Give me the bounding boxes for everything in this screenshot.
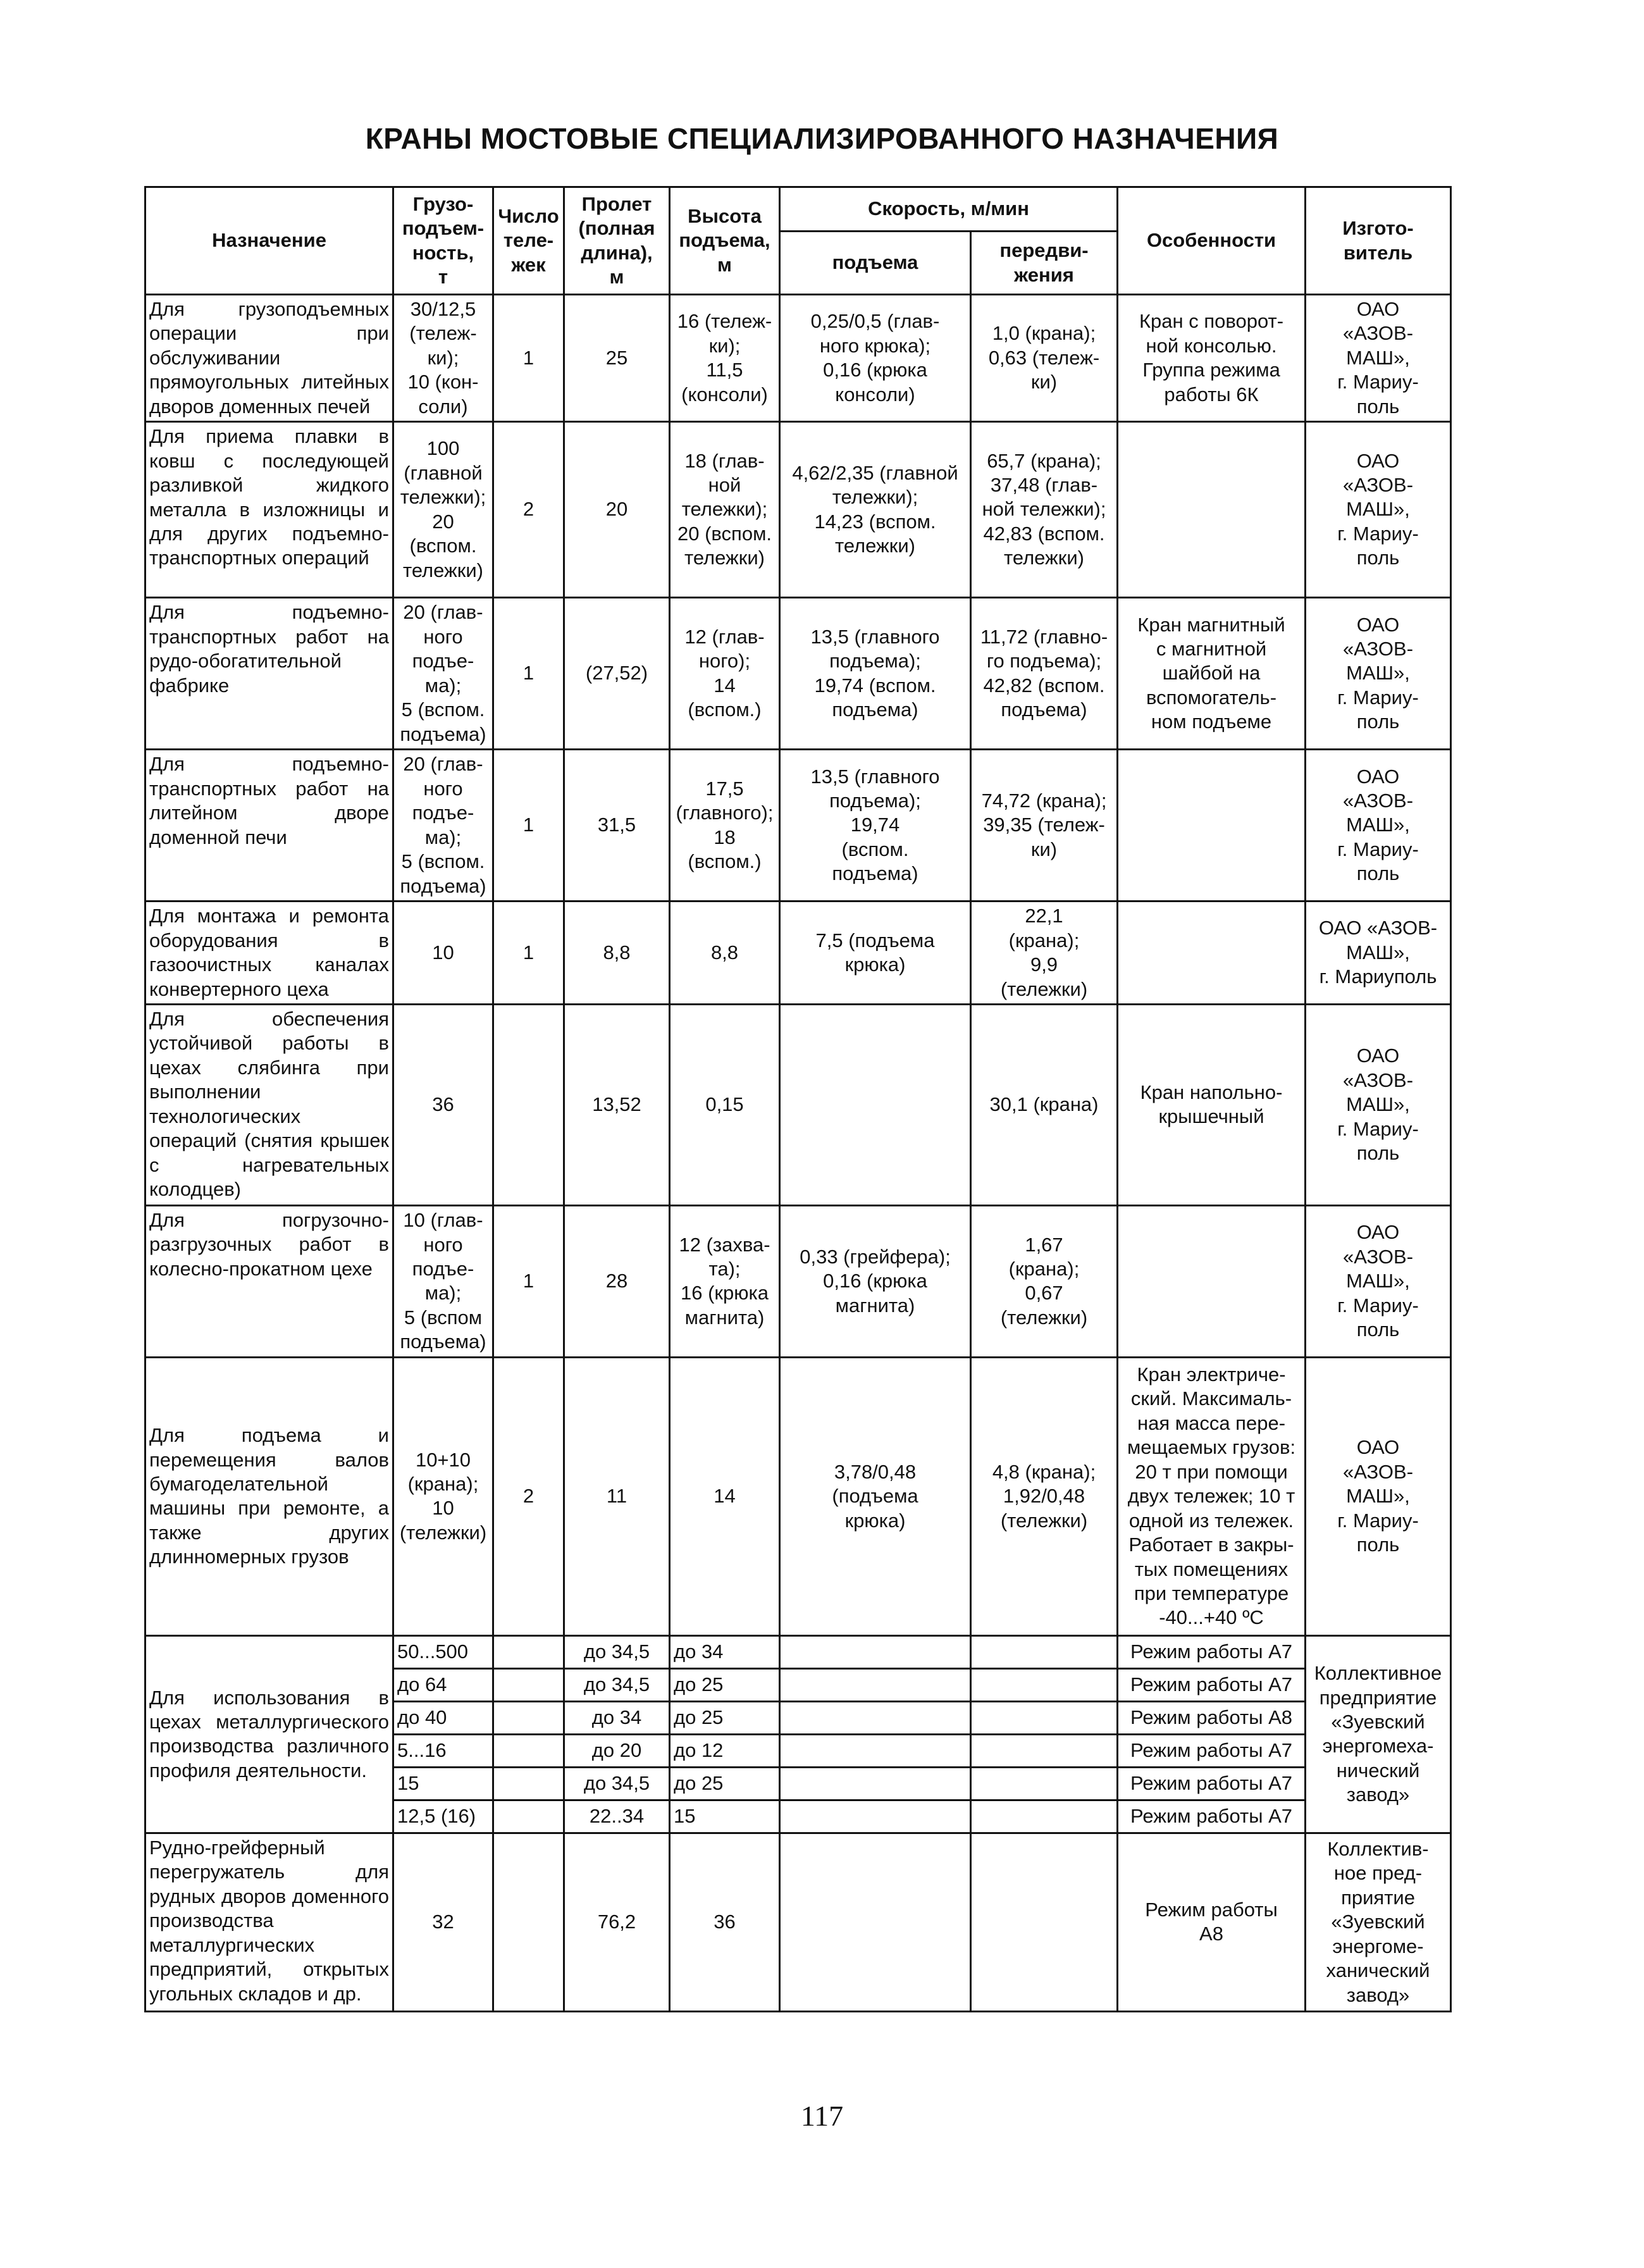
header-speed: Скорость, м/мин xyxy=(780,187,1118,232)
header-purpose: Назначение xyxy=(145,187,393,295)
cell-speed-travel: 30,1 (крана) xyxy=(971,1004,1118,1205)
cell-features: Режим работы А7 xyxy=(1118,1734,1306,1767)
cell-features xyxy=(1118,902,1306,1005)
cell-height: 15 xyxy=(670,1800,780,1833)
cell-purpose: Для использования в цехах металлургического производства различного профиля деятельности. xyxy=(145,1635,393,1833)
cell-speed-lift xyxy=(780,1635,971,1668)
page-title: КРАНЫ МОСТОВЫЕ СПЕЦИАЛИЗИРОВАННОГО НАЗНАЧЕНИЯ xyxy=(365,122,1279,155)
cell-maker: ОАО «АЗОВ- МАШ», г. Мариу- поль xyxy=(1306,1205,1451,1357)
cell-trolleys: 1 xyxy=(493,750,564,902)
cell-trolleys xyxy=(493,1004,564,1205)
cell-features xyxy=(1118,750,1306,902)
cell-capacity: до 40 xyxy=(393,1701,493,1734)
cell-features: Режим работы А8 xyxy=(1118,1701,1306,1734)
cell-purpose: Для грузоподъемных операции при обслуживании прямоугольных литейных дворов доменных печей xyxy=(145,295,393,422)
cell-capacity: до 64 xyxy=(393,1668,493,1701)
header-speed-lift: подъема xyxy=(780,232,971,295)
cell-capacity: 32 xyxy=(393,1833,493,2011)
cell-features xyxy=(1118,422,1306,598)
cell-purpose: Для обеспечения устойчивой работы в цехах слябинга при выполнении технологических операций (снятия крышек с нагревательных колодцев) xyxy=(145,1004,393,1205)
cell-capacity: 20 (глав- ного подъе- ма); 5 (вспом. подъема) xyxy=(393,750,493,902)
cell-height: 17,5 (главного); 18 (вспом.) xyxy=(670,750,780,902)
cell-trolleys: 1 xyxy=(493,902,564,1005)
cell-capacity: 20 (глав- ного подъе- ма); 5 (вспом. подъема) xyxy=(393,598,493,750)
cell-span: 31,5 xyxy=(564,750,670,902)
cell-purpose: Для монтажа и ремонта оборудования в газоочистных каналах конвертерного цеха xyxy=(145,902,393,1005)
table-row xyxy=(145,1004,1451,1205)
cell-features: Режим работы А7 xyxy=(1118,1668,1306,1701)
table-row xyxy=(145,1833,1451,2011)
cell-span: 28 xyxy=(564,1205,670,1357)
cell-height: 12 (глав- ного); 14 (вспом.) xyxy=(670,598,780,750)
cell-speed-lift: 0,25/0,5 (глав- ного крюка); 0,16 (крюка консоли) xyxy=(780,295,971,422)
table-row xyxy=(145,1635,1451,1668)
cell-speed-lift xyxy=(780,1734,971,1767)
cell-trolleys xyxy=(493,1734,564,1767)
cell-capacity: 5...16 xyxy=(393,1734,493,1767)
header-trolleys: Число теле- жек xyxy=(493,187,564,295)
cell-height: 8,8 xyxy=(670,902,780,1005)
table-row xyxy=(145,902,1451,1005)
cell-speed-lift xyxy=(780,1668,971,1701)
cell-height: 12 (захва- та); 16 (крюка магнита) xyxy=(670,1205,780,1357)
cell-trolleys xyxy=(493,1701,564,1734)
cell-features: Режим работы А7 xyxy=(1118,1800,1306,1833)
cell-features: Режим работы А8 xyxy=(1118,1833,1306,2011)
cell-capacity: 10 (глав- ного подъе- ма); 5 (вспом подъема) xyxy=(393,1205,493,1357)
cell-height: 16 (тележ- ки); 11,5 (консоли) xyxy=(670,295,780,422)
cell-maker: Коллектив- ное пред- приятие «Зуевский энергоме- ханический завод» xyxy=(1306,1833,1451,2011)
cell-features xyxy=(1118,1205,1306,1357)
cell-span: 25 xyxy=(564,295,670,422)
cell-speed-lift: 0,33 (грейфера); 0,16 (крюка магнита) xyxy=(780,1205,971,1357)
cell-features: Кран электриче- ский. Максималь- ная масса пере- мещаемых грузов: 20 т при помощи двух тележек; 10 т одной из тележек. Работает в закры- тых помещениях при температуре -40...+40 ºС xyxy=(1118,1357,1306,1635)
cell-speed-travel xyxy=(971,1800,1118,1833)
cell-span: 22..34 xyxy=(564,1800,670,1833)
cell-capacity: 12,5 (16) xyxy=(393,1800,493,1833)
cell-height: 18 (глав- ной тележки); 20 (вспом. тележки) xyxy=(670,422,780,598)
cell-height: до 25 xyxy=(670,1701,780,1734)
cell-speed-travel: 1,67 (крана); 0,67 (тележки) xyxy=(971,1205,1118,1357)
cell-speed-travel: 22,1 (крана); 9,9 (тележки) xyxy=(971,902,1118,1005)
cell-trolleys: 1 xyxy=(493,598,564,750)
cell-purpose: Для подъемно-транспортных работ на литейном дворе доменной печи xyxy=(145,750,393,902)
cell-capacity: 36 xyxy=(393,1004,493,1205)
cell-speed-lift: 3,78/0,48 (подъема крюка) xyxy=(780,1357,971,1635)
cell-span: 11 xyxy=(564,1357,670,1635)
cell-span: до 34,5 xyxy=(564,1635,670,1668)
cell-height: 0,15 xyxy=(670,1004,780,1205)
cell-speed-travel xyxy=(971,1734,1118,1767)
cell-capacity: 10+10 (крана); 10 (тележки) xyxy=(393,1357,493,1635)
header-maker: Изгото- витель xyxy=(1306,187,1451,295)
cell-height: до 12 xyxy=(670,1734,780,1767)
table-row xyxy=(145,422,1451,598)
cell-speed-lift xyxy=(780,1701,971,1734)
cell-trolleys xyxy=(493,1635,564,1668)
cell-speed-travel xyxy=(971,1701,1118,1734)
cell-span: (27,52) xyxy=(564,598,670,750)
cell-trolleys xyxy=(493,1668,564,1701)
cell-speed-lift: 13,5 (главного подъема); 19,74 (вспом. подъема) xyxy=(780,750,971,902)
cell-height: 36 xyxy=(670,1833,780,2011)
cell-span: 8,8 xyxy=(564,902,670,1005)
header-features: Особенности xyxy=(1118,187,1306,295)
cell-maker: ОАО «АЗОВ- МАШ», г. Мариу- поль xyxy=(1306,1357,1451,1635)
cell-speed-travel: 4,8 (крана); 1,92/0,48 (тележки) xyxy=(971,1357,1118,1635)
cell-capacity: 50...500 xyxy=(393,1635,493,1668)
cell-speed-travel xyxy=(971,1635,1118,1668)
cell-capacity: 10 xyxy=(393,902,493,1005)
cell-height: до 34 xyxy=(670,1635,780,1668)
cell-maker: ОАО «АЗОВ- МАШ», г. Мариу- поль xyxy=(1306,598,1451,750)
cell-speed-travel: 65,7 (крана); 37,48 (глав- ной тележки); 42,83 (вспом. тележки) xyxy=(971,422,1118,598)
cell-features: Режим работы А7 xyxy=(1118,1767,1306,1800)
table-row xyxy=(145,750,1451,902)
cell-purpose: Для погрузочно-разгрузочных работ в колесно-прокатном цехе xyxy=(145,1205,393,1357)
cell-trolleys: 1 xyxy=(493,295,564,422)
cell-height: до 25 xyxy=(670,1668,780,1701)
cell-trolleys: 1 xyxy=(493,1205,564,1357)
cell-span: до 20 xyxy=(564,1734,670,1767)
cell-capacity: 30/12,5 (тележ- ки); 10 (кон- соли) xyxy=(393,295,493,422)
cell-speed-travel xyxy=(971,1833,1118,2011)
cell-speed-travel: 11,72 (главно- го подъема); 42,82 (вспом. подъема) xyxy=(971,598,1118,750)
cell-purpose: Рудно-грейферный перегружатель для рудных дворов доменного производства металлургических предприятий, открытых угольных складов и др. xyxy=(145,1833,393,2011)
header-speed-travel: передви- жения xyxy=(971,232,1118,295)
cell-capacity: 15 xyxy=(393,1767,493,1800)
cell-height: до 25 xyxy=(670,1767,780,1800)
table-row xyxy=(145,1357,1451,1635)
page-number: 117 xyxy=(800,2100,844,2132)
cell-span: 76,2 xyxy=(564,1833,670,2011)
cell-features: Кран напольно- крышечный xyxy=(1118,1004,1306,1205)
cell-maker: ОАО «АЗОВ- МАШ», г. Мариу- поль xyxy=(1306,422,1451,598)
cell-span: до 34,5 xyxy=(564,1668,670,1701)
cell-span: 13,52 xyxy=(564,1004,670,1205)
cell-trolleys: 2 xyxy=(493,422,564,598)
cell-speed-lift: 4,62/2,35 (главной тележки); 14,23 (вспом. тележки) xyxy=(780,422,971,598)
cell-trolleys xyxy=(493,1833,564,2011)
cranes-table xyxy=(144,186,1452,2012)
table-body xyxy=(145,295,1451,2012)
cell-trolleys xyxy=(493,1800,564,1833)
cell-speed-lift xyxy=(780,1004,971,1205)
cell-height: 14 xyxy=(670,1357,780,1635)
table-header xyxy=(145,187,1451,295)
cell-speed-lift: 13,5 (главного подъема); 19,74 (вспом. подъема) xyxy=(780,598,971,750)
cell-maker: ОАО «АЗОВ- МАШ», г. Мариу- поль xyxy=(1306,295,1451,422)
header-span: Пролет (полная длина), м xyxy=(564,187,670,295)
cell-maker: ОАО «АЗОВ- МАШ», г. Мариуполь xyxy=(1306,902,1451,1005)
cell-speed-lift xyxy=(780,1800,971,1833)
cell-features: Режим работы А7 xyxy=(1118,1635,1306,1668)
table-row xyxy=(145,1205,1451,1357)
cell-purpose: Для приема плавки в ковш с последующей разливкой жидкого металла в изложницы и для других подъемно-транспортных операций xyxy=(145,422,393,598)
cell-span: до 34 xyxy=(564,1701,670,1734)
header-capacity: Грузо- подъем- ность, т xyxy=(393,187,493,295)
cell-speed-travel xyxy=(971,1767,1118,1800)
table-row xyxy=(145,295,1451,422)
cell-trolleys xyxy=(493,1767,564,1800)
cell-maker: Коллективное предприятие «Зуевский энергомеха- нический завод» xyxy=(1306,1635,1451,1833)
cell-speed-travel xyxy=(971,1668,1118,1701)
cell-features: Кран с поворот- ной консолью. Группа режима работы 6К xyxy=(1118,295,1306,422)
cell-speed-lift xyxy=(780,1767,971,1800)
cell-span: 20 xyxy=(564,422,670,598)
cell-capacity: 100 (главной тележки); 20 (вспом. тележки) xyxy=(393,422,493,598)
cell-span: до 34,5 xyxy=(564,1767,670,1800)
cell-purpose: Для подъема и перемещения валов бумагоделательной машины при ремонте, а также других длинномерных грузов xyxy=(145,1357,393,1635)
cell-speed-lift: 7,5 (подъема крюка) xyxy=(780,902,971,1005)
cell-speed-travel: 1,0 (крана); 0,63 (тележ- ки) xyxy=(971,295,1118,422)
table-row xyxy=(145,598,1451,750)
cell-maker: ОАО «АЗОВ- МАШ», г. Мариу- поль xyxy=(1306,1004,1451,1205)
cell-features: Кран магнитный с магнитной шайбой на вспомогатель- ном подъеме xyxy=(1118,598,1306,750)
cell-trolleys: 2 xyxy=(493,1357,564,1635)
cell-speed-lift xyxy=(780,1833,971,2011)
header-height: Высота подъема, м xyxy=(670,187,780,295)
cell-maker: ОАО «АЗОВ- МАШ», г. Мариу- поль xyxy=(1306,750,1451,902)
cell-purpose: Для подъемно-транспортных работ на рудо-обогатительной фабрике xyxy=(145,598,393,750)
cell-speed-travel: 74,72 (крана); 39,35 (тележ- ки) xyxy=(971,750,1118,902)
